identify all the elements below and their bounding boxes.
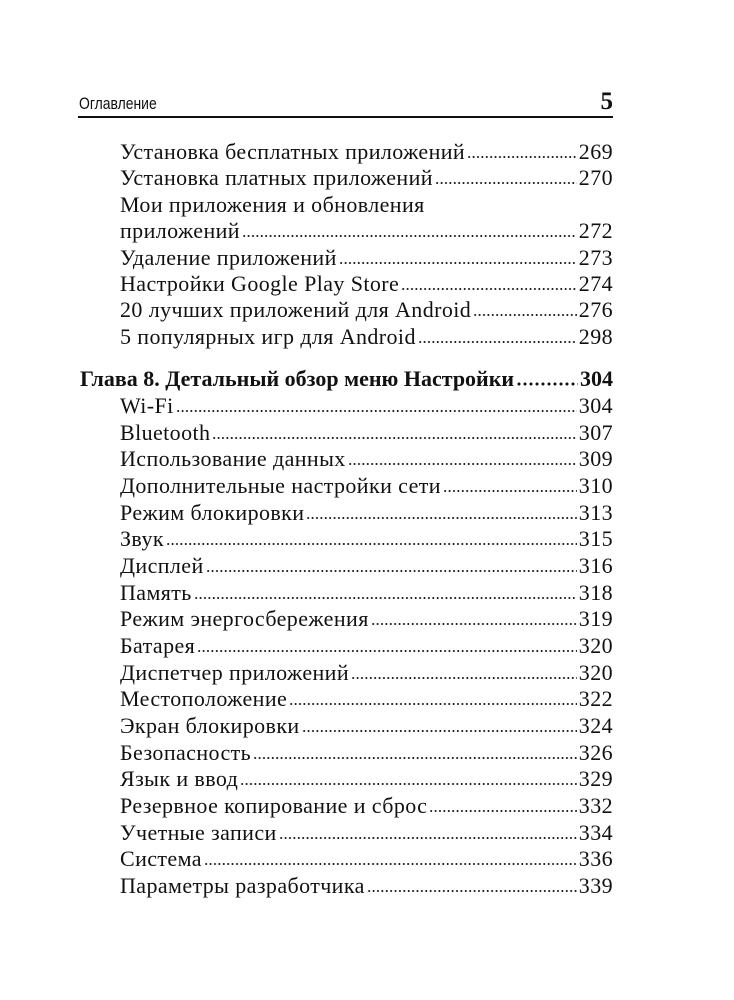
dot-leader <box>253 756 577 760</box>
entry-title: Режим блокировки <box>120 499 305 525</box>
dot-leader <box>212 436 576 440</box>
dot-leader <box>176 409 577 413</box>
entry-title: Дополнительные настройки сети <box>120 473 441 498</box>
toc-entry <box>120 659 613 687</box>
toc-entry <box>120 323 613 351</box>
entry-page: 332 <box>578 793 613 819</box>
toc-entry <box>120 819 613 847</box>
entry-page: 316 <box>578 553 613 579</box>
toc-entry <box>120 579 613 607</box>
entry-page: 270 <box>578 165 613 191</box>
entry-title: Мои приложения и обновления <box>120 191 425 217</box>
toc-entry <box>120 138 613 166</box>
dot-leader <box>194 596 577 600</box>
toc-entry <box>120 739 613 767</box>
entry-page: 298 <box>578 323 613 349</box>
dot-leader <box>467 155 577 159</box>
entry-title: Настройки Google Play Store <box>120 271 400 296</box>
dot-leader <box>242 234 577 238</box>
entry-page: 272 <box>578 218 613 244</box>
toc-chapter <box>80 365 613 393</box>
dot-leader <box>429 809 576 813</box>
entry-page: 315 <box>578 526 613 552</box>
entry-page: 318 <box>578 579 613 605</box>
toc-entry <box>120 217 613 245</box>
toc-entry <box>120 164 613 192</box>
running-header-title: Оглавление <box>79 94 157 113</box>
toc-entry <box>120 552 613 580</box>
entry-page: 309 <box>578 446 613 472</box>
toc-entry <box>120 685 613 713</box>
entry-title: Батарея <box>120 633 196 659</box>
entry-page: 320 <box>578 633 613 659</box>
dot-leader <box>371 622 577 626</box>
entry-page: 329 <box>578 766 613 792</box>
entry-page: 307 <box>578 419 613 445</box>
entry-page: 273 <box>578 244 613 270</box>
entry-title: Wi-Fi <box>120 393 174 418</box>
entry-title: Экран блокировки <box>120 713 300 739</box>
entry-page: 339 <box>578 873 613 899</box>
dot-leader <box>348 462 577 466</box>
dot-leader <box>351 676 577 680</box>
entry-title: Глава 8. Детальный обзор меню Настройки <box>80 366 515 391</box>
dot-leader <box>418 340 577 344</box>
dot-leader <box>204 862 577 866</box>
toc-entry <box>120 845 613 873</box>
toc-entry <box>120 296 613 324</box>
toc-entry <box>120 191 613 219</box>
dot-leader <box>302 729 577 733</box>
dot-leader <box>240 782 577 786</box>
toc-entry <box>120 419 613 447</box>
toc-entry <box>120 712 613 740</box>
header-rule <box>78 116 613 118</box>
entry-page: 310 <box>578 473 613 498</box>
entry-title: Звук <box>120 526 164 552</box>
entry-page: 313 <box>578 499 613 525</box>
entry-page: 324 <box>578 713 613 739</box>
toc-entry <box>120 244 613 272</box>
entry-title: Система <box>120 846 202 872</box>
entry-title: Резервное копирование и сброс <box>120 793 428 819</box>
dot-leader <box>206 569 577 573</box>
entry-title: приложений <box>120 218 240 244</box>
entry-page: 336 <box>578 846 613 872</box>
dot-leader <box>443 489 577 493</box>
dot-leader <box>197 649 577 653</box>
dot-leader <box>306 516 576 520</box>
toc-entry <box>120 392 613 420</box>
entry-page: 304 <box>580 366 613 391</box>
entry-page: 276 <box>578 297 613 323</box>
dot-leader <box>166 542 577 546</box>
entry-title: Учетные записи <box>120 819 277 845</box>
toc-entry <box>120 872 613 900</box>
entry-title: Удаление приложений <box>120 244 337 270</box>
dot-leader <box>473 313 577 317</box>
dot-leader <box>401 287 577 291</box>
entry-page: 274 <box>578 271 613 296</box>
toc-entry <box>120 499 613 527</box>
entry-title: Дисплей <box>120 553 204 579</box>
toc-entry <box>120 270 613 298</box>
page-number: 5 <box>600 88 613 115</box>
entry-title: 20 лучших приложений для Android <box>120 297 472 323</box>
entry-title: Безопасность <box>120 739 252 765</box>
entry-page: 304 <box>578 393 613 418</box>
toc-entry <box>120 525 613 553</box>
entry-title: Память <box>120 579 192 605</box>
dot-leader <box>516 382 578 386</box>
dot-leader <box>289 702 577 706</box>
entry-page: 334 <box>578 819 613 845</box>
entry-title: Режим энергосбережения <box>120 606 369 632</box>
entry-title: Язык и ввод <box>120 766 239 792</box>
toc-entry <box>120 472 613 500</box>
entry-title: 5 популярных игр для Android <box>120 323 416 349</box>
entry-title: Местоположение <box>120 686 288 712</box>
entry-title: Bluetooth <box>120 419 211 445</box>
dot-leader <box>339 261 577 265</box>
entry-page: 319 <box>578 606 613 632</box>
entry-title: Установка бесплатных приложений <box>120 139 466 164</box>
entry-page: 269 <box>578 139 613 164</box>
toc-entry <box>120 445 613 473</box>
entry-title: Параметры разработчика <box>120 873 365 899</box>
entry-title: Диспетчер приложений <box>120 659 349 685</box>
entry-page: 326 <box>578 739 613 765</box>
dot-leader <box>367 889 577 893</box>
entry-title: Установка платных приложений <box>120 165 433 191</box>
entry-page: 320 <box>578 659 613 685</box>
dot-leader <box>279 836 577 840</box>
toc-entry <box>120 632 613 660</box>
dot-leader <box>435 181 577 185</box>
toc-entry <box>120 605 613 633</box>
entry-page: 322 <box>578 686 613 712</box>
toc-entry <box>120 792 613 820</box>
toc-entry <box>120 765 613 793</box>
entry-title: Использование данных <box>120 446 346 472</box>
